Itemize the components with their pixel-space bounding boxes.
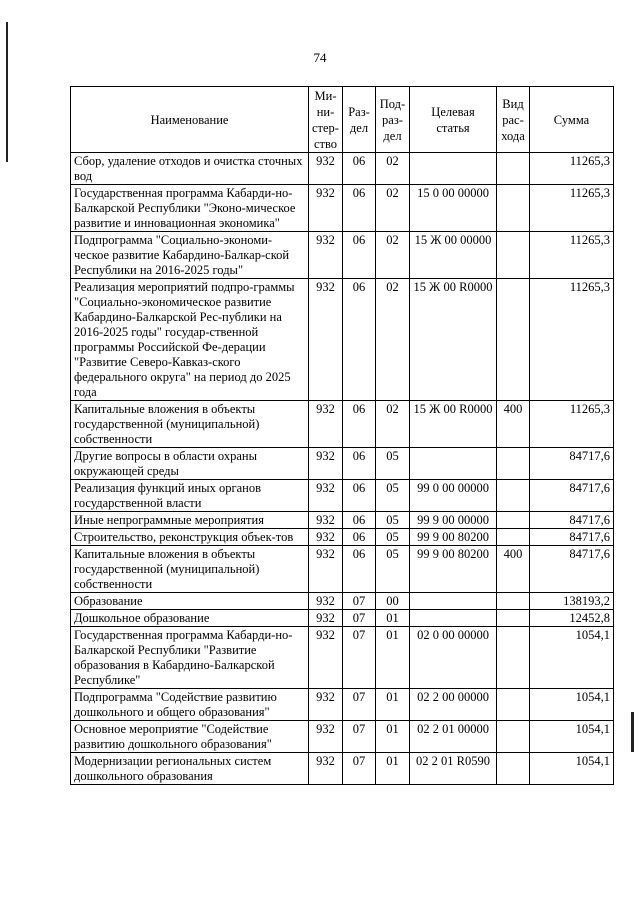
cell-expense [497,721,530,753]
cell-section: 07 [343,753,376,785]
cell-ministry: 932 [309,627,343,689]
cell-target: 15 0 00 00000 [410,185,497,232]
column-header-target-label: Целевая статья [431,105,475,135]
cell-name: Иные непрограммные мероприятия [71,512,309,529]
budget-table [70,86,614,785]
cell-sum: 11265,3 [530,401,614,448]
cell-target: 15 Ж 00 R0000 [410,279,497,401]
cell-subsection: 02 [376,153,410,185]
column-header-ministry-label: Ми- ни- стер- ство [312,89,339,151]
table-row [71,721,614,753]
cell-target [410,448,497,480]
cell-subsection: 05 [376,448,410,480]
cell-name: Реализация мероприятий подпро-граммы "Социально-экономическое развитие Кабардино-Балкарской Рес-публики на 2016-2025 годы" государ-ственной программы Российской Фе-дерации "Развитие Северо-Кавказ-ского федерального округа" на период до 2025 года [71,279,309,401]
cell-target: 15 Ж 00 R0000 [410,401,497,448]
cell-target: 02 0 00 00000 [410,627,497,689]
cell-ministry: 932 [309,512,343,529]
cell-subsection: 01 [376,753,410,785]
cell-target: 02 2 00 00000 [410,689,497,721]
cell-target: 99 9 00 80200 [410,546,497,593]
cell-ministry: 932 [309,232,343,279]
cell-name: Подпрограмма "Социально-экономи-ческое развитие Кабардино-Балкар-ской Республики на 2016-2025 годы" [71,232,309,279]
cell-subsection: 05 [376,480,410,512]
cell-sum: 1054,1 [530,627,614,689]
table-row [71,480,614,512]
cell-target [410,593,497,610]
table-row [71,753,614,785]
cell-section: 06 [343,480,376,512]
cell-expense [497,153,530,185]
cell-expense [497,448,530,480]
cell-sum: 84717,6 [530,448,614,480]
cell-name: Дошкольное образование [71,610,309,627]
cell-target: 99 0 00 00000 [410,480,497,512]
cell-expense [497,593,530,610]
cell-target: 02 2 01 00000 [410,721,497,753]
cell-name: Подпрограмма "Содействие развитию дошкольного и общего образования" [71,689,309,721]
cell-name: Модернизации региональных систем дошкольного образования [71,753,309,785]
cell-name: Капитальные вложения в объекты государственной (муниципальной) собственности [71,401,309,448]
cell-name: Реализация функций иных органов государственной власти [71,480,309,512]
cell-expense [497,512,530,529]
cell-sum: 11265,3 [530,232,614,279]
cell-sum: 84717,6 [530,512,614,529]
cell-target [410,153,497,185]
cell-expense [497,753,530,785]
cell-subsection: 02 [376,185,410,232]
column-header-subsection [376,87,410,153]
cell-name: Капитальные вложения в объекты государственной (муниципальной) собственности [71,546,309,593]
column-header-sum [530,87,614,153]
cell-subsection: 01 [376,689,410,721]
cell-sum: 84717,6 [530,546,614,593]
cell-section: 06 [343,529,376,546]
cell-section: 07 [343,593,376,610]
cell-section: 06 [343,448,376,480]
cell-name: Государственная программа Кабарди-но-Балкарской Республики "Развитие образования в Кабардино-Балкарской Республике" [71,627,309,689]
cell-sum: 84717,6 [530,480,614,512]
cell-sum: 138193,2 [530,593,614,610]
cell-target: 99 9 00 80200 [410,529,497,546]
cell-subsection: 02 [376,232,410,279]
column-header-expense-label: Вид рас- хода [501,97,525,143]
table-row [71,512,614,529]
cell-sum: 1054,1 [530,689,614,721]
cell-section: 06 [343,232,376,279]
cell-sum: 12452,8 [530,610,614,627]
cell-ministry: 932 [309,153,343,185]
cell-ministry: 932 [309,279,343,401]
cell-sum: 11265,3 [530,153,614,185]
cell-subsection: 00 [376,593,410,610]
cell-sum: 11265,3 [530,185,614,232]
cell-ministry: 932 [309,401,343,448]
cell-subsection: 05 [376,546,410,593]
cell-ministry: 932 [309,610,343,627]
cell-expense [497,529,530,546]
column-header-name-label: Наименование [150,113,229,127]
cell-name: Строительство, реконструкция объек-тов [71,529,309,546]
cell-expense [497,627,530,689]
table-row [71,610,614,627]
cell-subsection: 01 [376,627,410,689]
cell-section: 07 [343,689,376,721]
table-header-row [71,87,614,153]
table-row [71,401,614,448]
cell-section: 06 [343,153,376,185]
table-row [71,593,614,610]
table-row [71,529,614,546]
table-row [71,689,614,721]
cell-section: 06 [343,546,376,593]
cell-subsection: 05 [376,512,410,529]
cell-section: 06 [343,279,376,401]
cell-subsection: 01 [376,721,410,753]
cell-sum: 1054,1 [530,721,614,753]
cell-expense [497,689,530,721]
cell-subsection: 02 [376,401,410,448]
cell-target: 15 Ж 00 00000 [410,232,497,279]
page-number: 74 [313,50,327,65]
cell-ministry: 932 [309,448,343,480]
cell-target: 02 2 01 R0590 [410,753,497,785]
column-header-expense [497,87,530,153]
cell-ministry: 932 [309,721,343,753]
cell-section: 06 [343,185,376,232]
cell-expense [497,610,530,627]
cell-subsection: 02 [376,279,410,401]
cell-name: Государственная программа Кабарди-но-Балкарской Республики "Эконо-мическое развитие и инновационная экономика" [71,185,309,232]
cell-expense: 400 [497,546,530,593]
table-row [71,279,614,401]
table-row [71,627,614,689]
column-header-section-label: Раз- дел [348,105,370,135]
column-header-sum-label: Сумма [553,113,590,127]
cell-sum: 1054,1 [530,753,614,785]
column-header-target [410,87,497,153]
cell-name: Основное мероприятие "Содействие развитию дошкольного образования" [71,721,309,753]
left-margin-rule [6,22,8,162]
cell-name: Другие вопросы в области охраны окружающей среды [71,448,309,480]
cell-expense [497,480,530,512]
cell-name: Сбор, удаление отходов и очистка сточных вод [71,153,309,185]
table-row [71,546,614,593]
cell-ministry: 932 [309,480,343,512]
cell-ministry: 932 [309,753,343,785]
cell-section: 06 [343,401,376,448]
cell-sum: 84717,6 [530,529,614,546]
cell-expense [497,185,530,232]
cell-ministry: 932 [309,529,343,546]
right-margin-mark [631,712,634,752]
cell-section: 07 [343,721,376,753]
cell-ministry: 932 [309,593,343,610]
cell-target [410,610,497,627]
cell-section: 07 [343,610,376,627]
cell-expense: 400 [497,401,530,448]
cell-expense [497,232,530,279]
cell-ministry: 932 [309,689,343,721]
cell-subsection: 05 [376,529,410,546]
column-header-subsection-label: Под- раз- дел [379,97,406,143]
cell-expense [497,279,530,401]
table-row [71,448,614,480]
table-row [71,185,614,232]
cell-name: Образование [71,593,309,610]
cell-section: 07 [343,627,376,689]
column-header-ministry [309,87,343,153]
cell-sum: 11265,3 [530,279,614,401]
table-row [71,153,614,185]
cell-subsection: 01 [376,610,410,627]
cell-ministry: 932 [309,546,343,593]
column-header-name [71,87,309,153]
table-body [71,153,614,785]
cell-target: 99 9 00 00000 [410,512,497,529]
cell-ministry: 932 [309,185,343,232]
table-row [71,232,614,279]
column-header-section [343,87,376,153]
cell-section: 06 [343,512,376,529]
